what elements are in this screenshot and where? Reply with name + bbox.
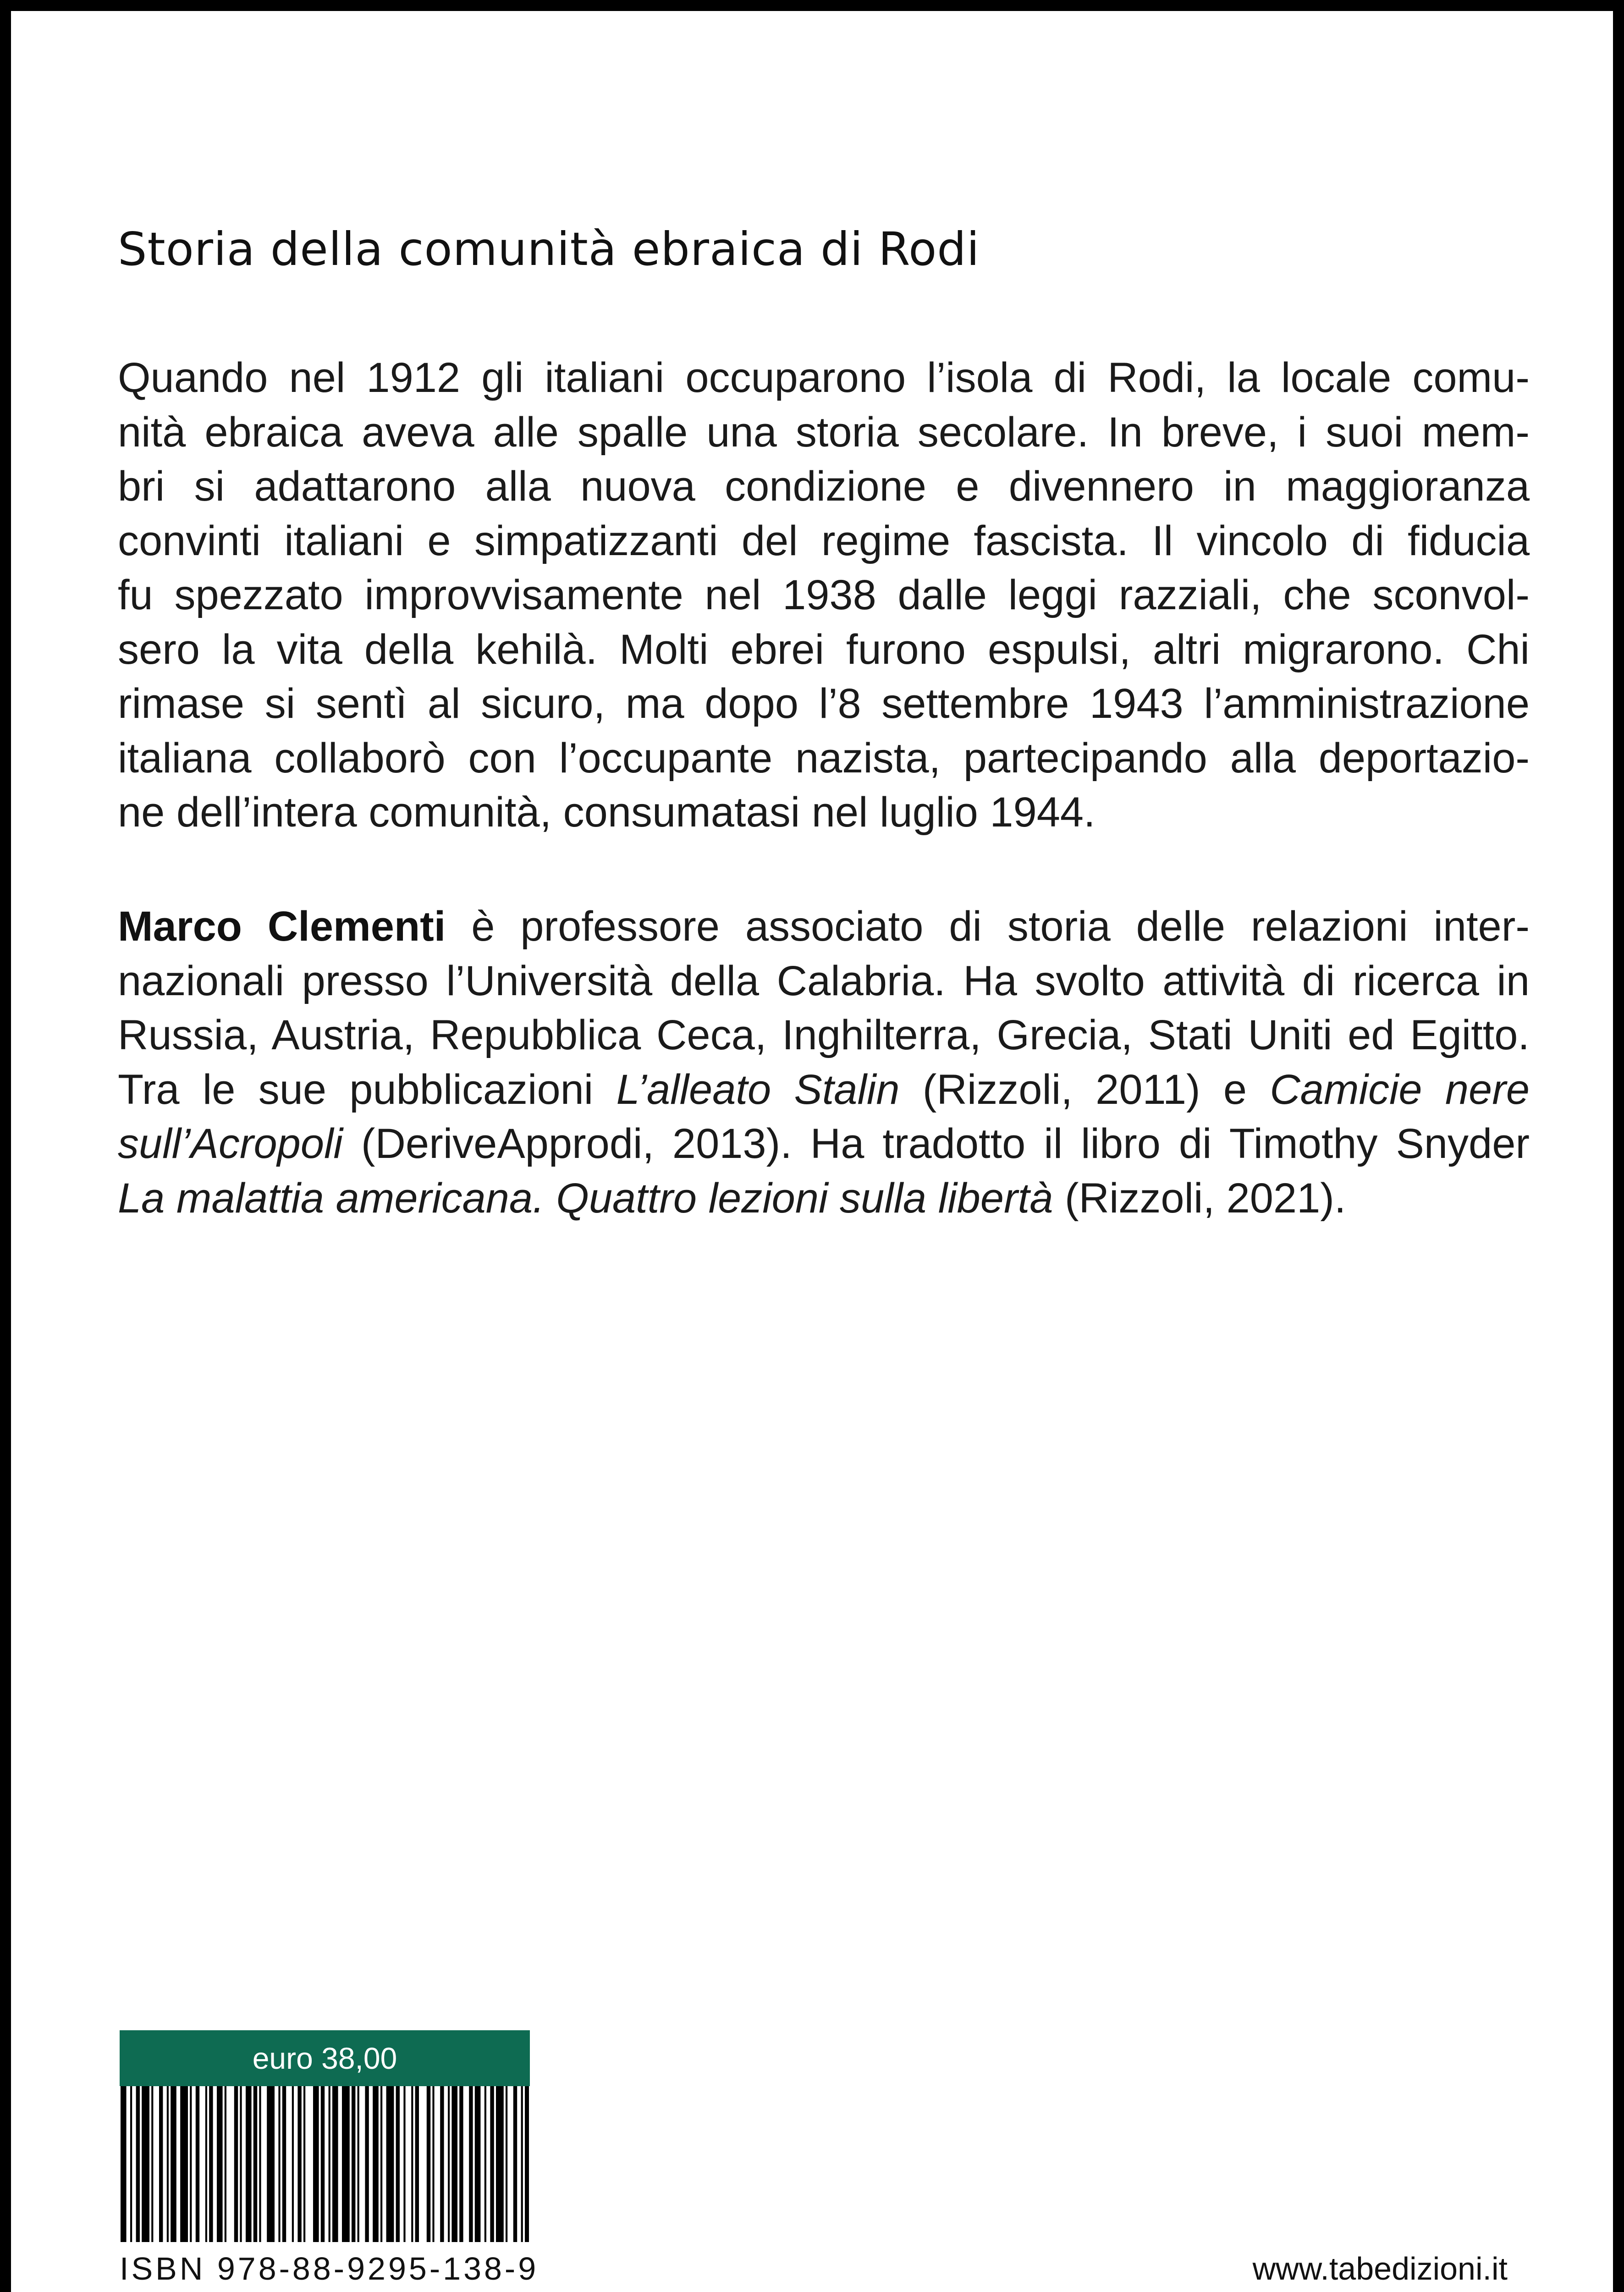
barcode-bar — [240, 2086, 242, 2242]
book-title-alleato-stalin: L’alleato Stalin — [616, 1066, 900, 1113]
description-line: bri si adattarono alla nuova condizione e divennero in maggioranza — [118, 463, 1530, 510]
barcode-bar — [259, 2086, 261, 2242]
barcode-bar — [475, 2086, 481, 2242]
barcode-bar — [427, 2086, 430, 2242]
barcode-bar — [521, 2086, 523, 2242]
barcode-bar — [513, 2086, 517, 2242]
barcode-bar — [352, 2086, 355, 2242]
description-line: convinti italiani e simpatizzanti del regime fascista. Il vincolo di fiducia — [118, 517, 1530, 564]
description-line: Quando nel 1912 gli italiani occuparono l’isola di Rodi, la locale comu- — [118, 354, 1530, 401]
barcode-bar — [484, 2086, 486, 2242]
barcode-bar — [332, 2086, 338, 2242]
barcode-bar — [297, 2086, 301, 2242]
barcode-bar — [313, 2086, 319, 2242]
barcode-bar — [246, 2086, 252, 2242]
bio-line: nazionali presso l’Università della Calabria. Ha svolto attività di ricerca in — [118, 957, 1530, 1004]
barcode-bar — [342, 2086, 350, 2242]
barcode-bar — [373, 2086, 379, 2242]
barcode-bar — [321, 2086, 325, 2242]
description-line: fu spezzato improvvisamente nel 1938 dalle leggi razziali, che sconvol- — [118, 572, 1530, 618]
barcode-bar — [525, 2086, 529, 2242]
barcode-bar — [448, 2086, 450, 2242]
bio-line — [118, 899, 1530, 954]
description-line: nità ebraica aveva alle spalle una storia secolare. In breve, i suoi mem- — [118, 408, 1530, 456]
barcode-bar — [159, 2086, 163, 2242]
barcode-bar — [180, 2086, 188, 2242]
barcode-bar — [396, 2086, 400, 2242]
barcode-bar — [329, 2086, 330, 2242]
barcode-bar — [451, 2086, 457, 2242]
book-title-malattia-americana: La malattia americana. Quattro lezioni sulla libertà — [118, 1174, 1053, 1222]
barcode-bar — [415, 2086, 419, 2242]
barcode-bar — [253, 2086, 257, 2242]
book-description — [118, 351, 1530, 840]
barcode-bar — [190, 2086, 192, 2242]
bio-line — [118, 1171, 1530, 1226]
description-line: italiana collaborò con l’occupante nazista, partecipando alla deportazio- — [118, 734, 1530, 782]
barcode-bar — [142, 2086, 149, 2242]
barcode-bar — [205, 2086, 207, 2242]
barcode-bar — [171, 2086, 176, 2242]
barcode-bar — [234, 2086, 238, 2242]
bio-text: (Rizzoli, 2011) e — [899, 1066, 1270, 1113]
barcode-bar — [386, 2086, 394, 2242]
book-title-camicie-nere-end: sull’Acropoli — [118, 1120, 343, 1167]
barcode-bar — [365, 2086, 369, 2242]
barcode-bar — [496, 2086, 504, 2242]
barcode-bar — [217, 2086, 223, 2242]
description-line: sero la vita della kehilà. Molti ebrei furono espulsi, altri migrarono. Chi — [118, 626, 1530, 673]
barcode-bar — [267, 2086, 275, 2242]
publisher-website: www.tabedizioni.it — [1252, 2251, 1508, 2286]
bio-text: Tra le sue pubblicazioni — [118, 1066, 617, 1113]
author-name: Marco Clementi — [118, 903, 446, 950]
description-line: rimase si sentì al sicuro, ma dopo l’8 settembre 1943 l’amministrazione — [118, 680, 1530, 727]
barcode-bar — [411, 2086, 413, 2242]
barcode — [120, 2086, 530, 2242]
barcode-bar — [459, 2086, 463, 2242]
price-label: euro 38,00 — [120, 2030, 530, 2086]
barcode-bar — [130, 2086, 132, 2242]
barcode-bar — [278, 2086, 280, 2242]
bio-text: è professore associato di storia delle relazioni inter- — [446, 903, 1530, 950]
barcode-bar — [282, 2086, 286, 2242]
barcode-bar — [403, 2086, 405, 2242]
barcode-bar — [358, 2086, 359, 2242]
bio-line — [118, 1117, 1530, 1171]
isbn-number: ISBN 978-88-9295-138-9 — [120, 2251, 539, 2286]
barcode-bar — [167, 2086, 169, 2242]
barcode-bar — [225, 2086, 226, 2242]
author-bio — [118, 899, 1530, 1225]
barcode-bar — [432, 2086, 434, 2242]
bio-text: (DeriveApprodi, 2013). Ha tradotto il libro di Timothy Snyder — [342, 1120, 1530, 1167]
bio-text: (Rizzoli, 2021). — [1053, 1174, 1346, 1222]
book-title: Storia della comunità ebraica di Rodi — [118, 222, 980, 276]
bio-line — [118, 1063, 1530, 1117]
barcode-bar — [506, 2086, 507, 2242]
barcode-bar — [440, 2086, 444, 2242]
barcode-bar — [469, 2086, 473, 2242]
barcode-bar — [490, 2086, 494, 2242]
description-line: ne dell’intera comunità, consumatasi nel luglio 1944. — [118, 789, 1096, 836]
barcode-bar — [209, 2086, 213, 2242]
book-title-camicie-nere: Camicie nere — [1270, 1066, 1530, 1113]
barcode-bar — [121, 2086, 127, 2242]
barcode-bar — [292, 2086, 294, 2242]
barcode-bar — [151, 2086, 153, 2242]
bio-line: Russia, Austria, Repubblica Ceca, Inghilterra, Grecia, Stati Uniti ed Egitto. — [118, 1012, 1530, 1058]
barcode-bar — [380, 2086, 382, 2242]
barcode-bar — [196, 2086, 199, 2242]
barcode-bar — [136, 2086, 140, 2242]
barcode-bar — [303, 2086, 305, 2242]
